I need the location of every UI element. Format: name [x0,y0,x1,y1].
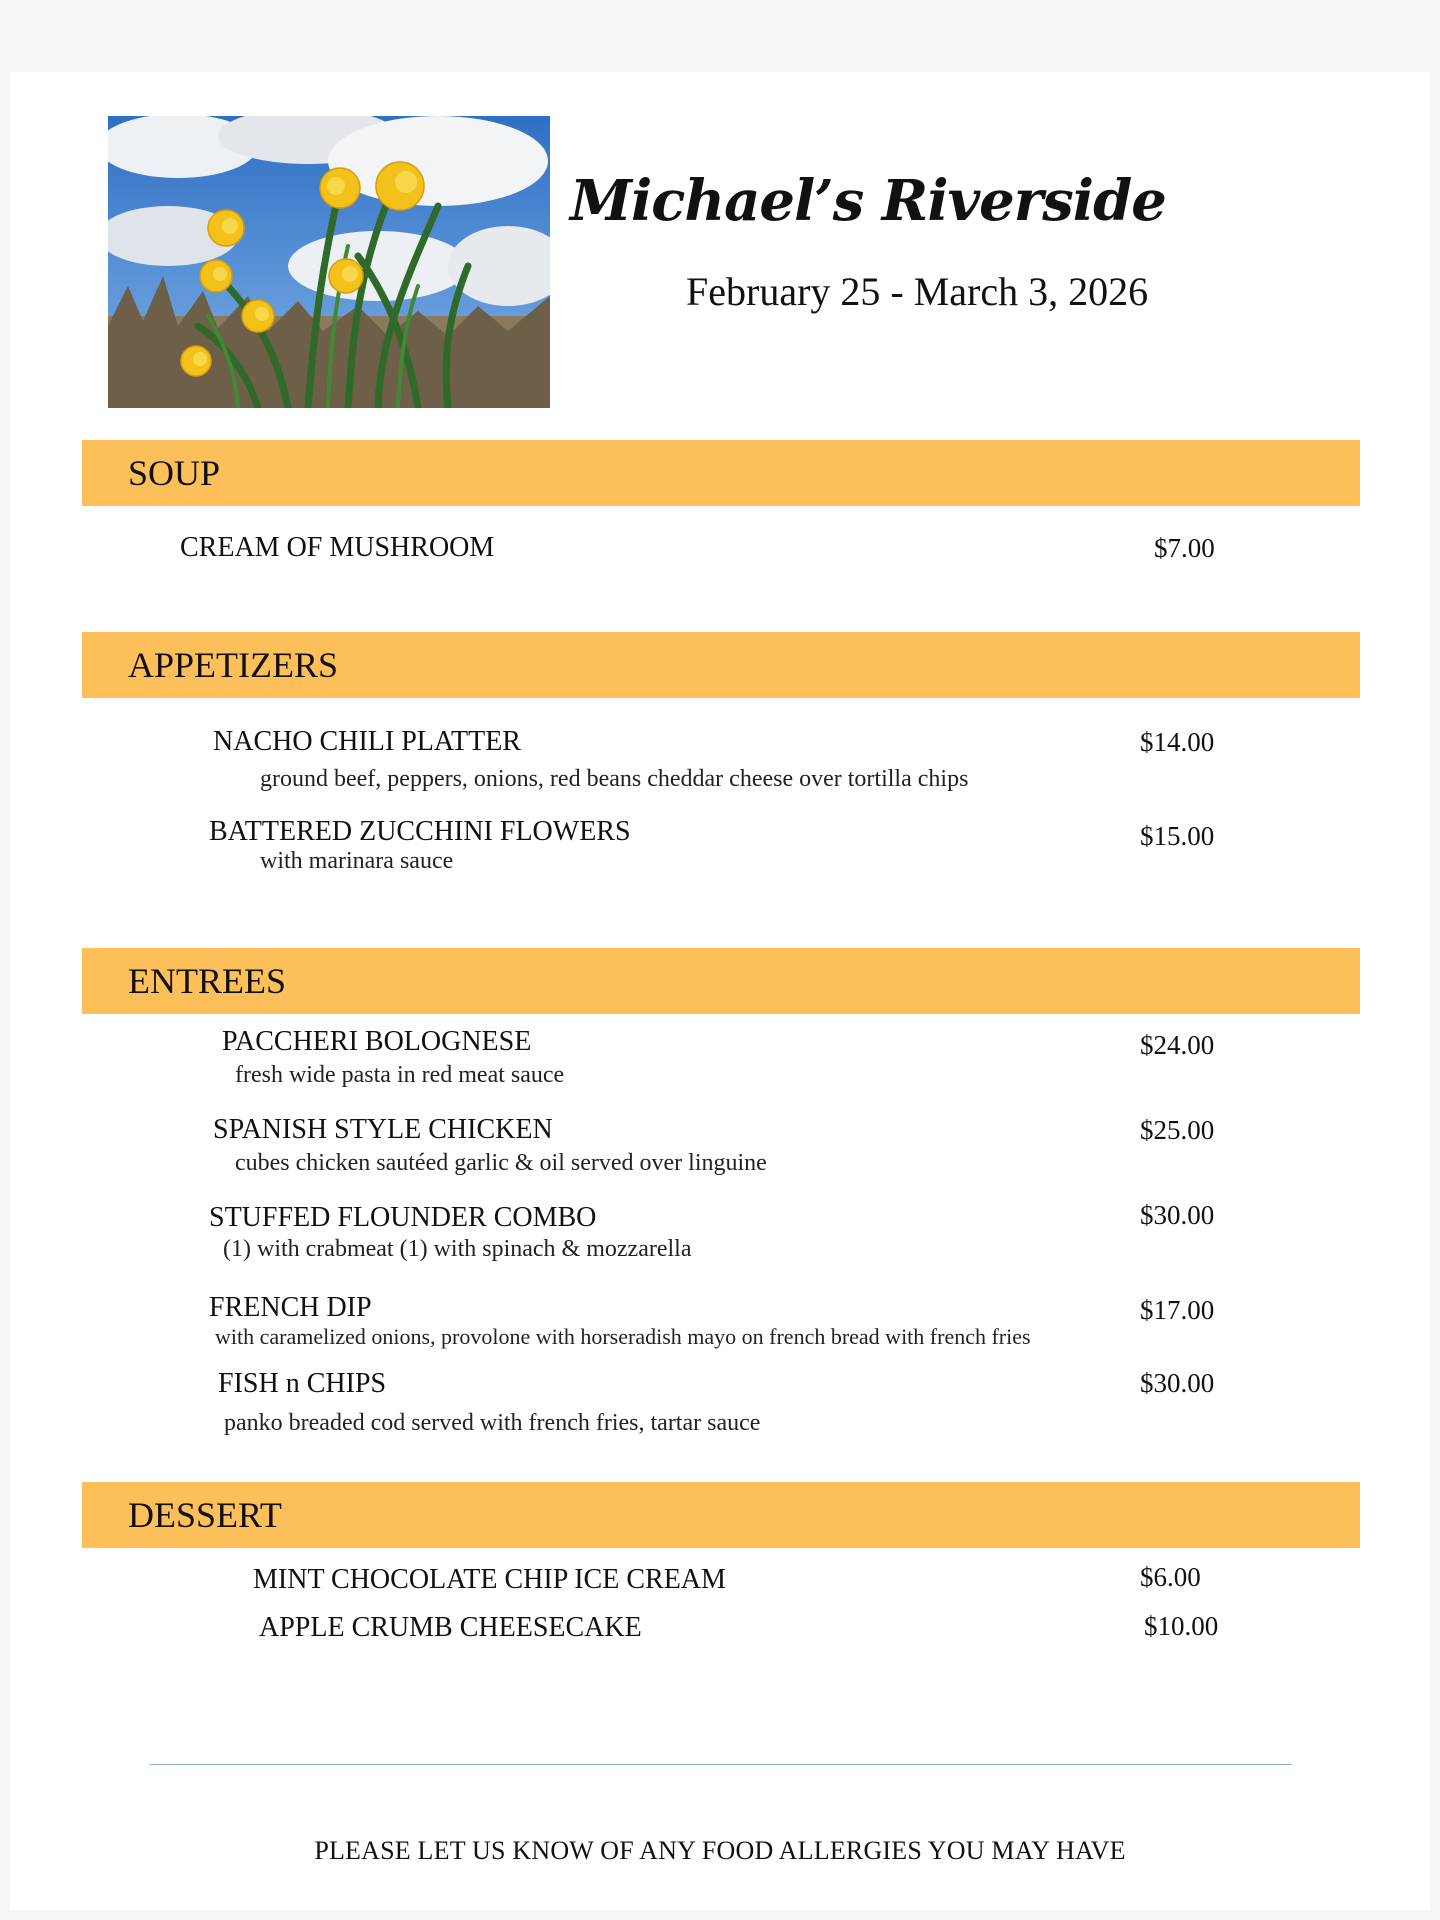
section-title: APPETIZERS [128,645,339,685]
menu-item-name: FRENCH DIP [209,1292,372,1323]
menu-item-price: $25.00 [1140,1115,1215,1145]
menu-item-name: APPLE CRUMB CHEESECAKE [259,1612,642,1643]
section-title: DESSERT [128,1495,282,1535]
menu-item-price: $7.00 [1154,533,1215,563]
menu-item-description: cubes chicken sautéed garlic & oil served over linguine [235,1150,767,1176]
section-title: SOUP [128,453,221,493]
section-header-dessert [82,1482,1360,1548]
menu-item-description: with caramelized onions, provolone with horseradish mayo on french bread with french fries [215,1324,1031,1349]
menu-item-price: $6.00 [1140,1562,1201,1592]
menu-item-price: $24.00 [1140,1030,1215,1060]
menu-item-name: MINT CHOCOLATE CHIP ICE CREAM [253,1564,726,1595]
footer-divider [150,1764,1292,1765]
menu-item-name: SPANISH STYLE CHICKEN [213,1114,553,1145]
section-title: ENTREES [128,961,286,1001]
menu-item-description: (1) with crabmeat (1) with spinach & mozzarella [223,1236,692,1262]
menu-item-price: $10.00 [1144,1611,1219,1641]
menu-item-name: NACHO CHILI PLATTER [213,726,521,757]
menu-item-description: ground beef, peppers, onions, red beans cheddar cheese over tortilla chips [260,766,969,792]
menu-item-price: $14.00 [1140,727,1215,757]
restaurant-name: Michael’s Riverside [570,168,1166,234]
menu-item-price: $17.00 [1140,1295,1215,1325]
daffodils-photo [108,116,550,408]
menu-item-price: $30.00 [1140,1200,1215,1230]
menu-item-description: with marinara sauce [260,848,454,874]
menu-item-name: CREAM OF MUSHROOM [180,532,495,563]
menu-item-name: FISH n CHIPS [218,1368,387,1399]
menu-item-description: panko breaded cod served with french fries, tartar sauce [224,1410,761,1436]
menu-page [10,72,1430,1910]
allergy-notice: PLEASE LET US KNOW OF ANY FOOD ALLERGIES YOU MAY HAVE [314,1836,1126,1865]
section-header-entrees [82,948,1360,1014]
menu-item-name: BATTERED ZUCCHINI FLOWERS [209,816,631,847]
menu-item-name: PACCHERI BOLOGNESE [222,1026,532,1057]
menu-item-name: STUFFED FLOUNDER COMBO [209,1202,597,1233]
menu-dates: February 25 - March 3, 2026 [686,269,1149,314]
section-header-soup [82,440,1360,506]
section-header-appetizers [82,632,1360,698]
menu-item-price: $15.00 [1140,821,1215,851]
menu-item-price: $30.00 [1140,1368,1215,1398]
menu-item-description: fresh wide pasta in red meat sauce [235,1062,565,1088]
